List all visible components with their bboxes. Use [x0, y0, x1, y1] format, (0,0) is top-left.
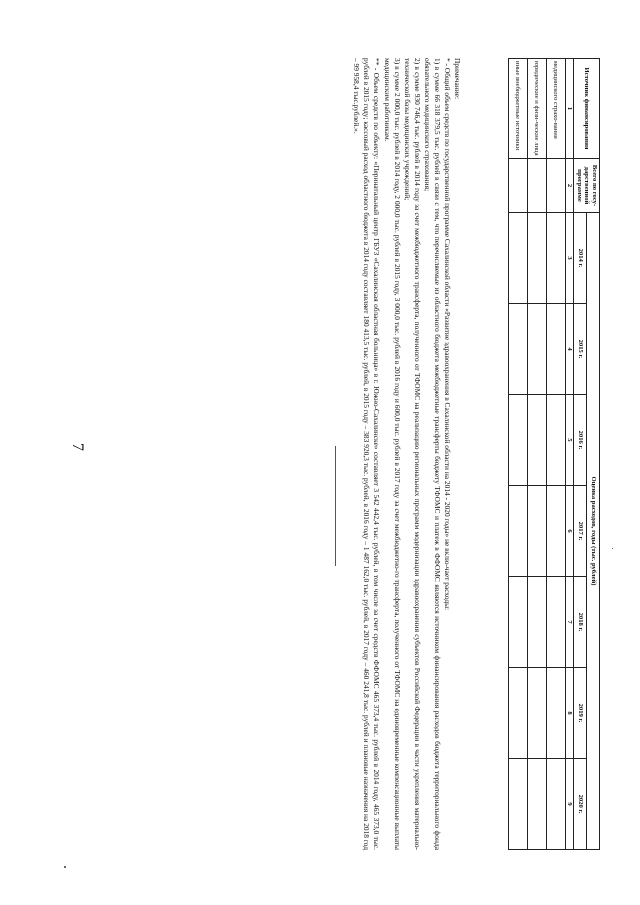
header-year: 2016 г.: [574, 395, 587, 486]
header-year: 2015 г.: [574, 304, 587, 395]
table-cell: [508, 759, 527, 850]
column-number: 2: [565, 159, 574, 213]
row-label: иные внебюджетные источники: [508, 59, 527, 159]
table-cell: [508, 213, 527, 304]
table-cell: [546, 213, 565, 304]
header-year: 2017 г.: [574, 486, 587, 577]
column-number: 5: [565, 395, 574, 486]
header-year: 2018 г.: [574, 577, 587, 668]
table-cell: [527, 577, 546, 668]
note-line: 1) в сумме 66 318 379,5 тыс. рублей в связи с тем, что перечисляемые из областного бюджета межбюджетные трансферты бюджету ТФОМС и платеж в ФФОМС являются источником финансирования расходов бюджета территориального фонда обязательного медицинского страхования;: [422, 58, 442, 850]
table-cell: [508, 577, 527, 668]
table-cell: [508, 395, 527, 486]
table-row: [508, 59, 527, 850]
scan-speck: [612, 548, 613, 549]
column-number: 7: [565, 577, 574, 668]
table-cell: [546, 304, 565, 395]
page-number: 7: [69, 443, 86, 451]
column-number: 4: [565, 304, 574, 395]
row-label: юридические и физи-ческие лица: [527, 59, 546, 159]
table-cell: [508, 159, 527, 213]
column-number: 3: [565, 213, 574, 304]
table-cell: [527, 759, 546, 850]
column-number: 8: [565, 668, 574, 759]
note-line: ** - Объем средств по объекту: «Перинатальный центр ГБУЗ «Сахалинская областная больница» в г. Южно-Сахалинске» составляет 3 542 442,4 тыс. рублей, в том числе за счет средств ФФОМС 465 373,4 тыс. рублей в 2014 году, 465 373,0 тыс. рублей в 2015 году; кассовый расход областного бюджета в 2014 году составляет 180 413,5 тыс. рублей, в 2015 году – 383 920,3 тыс. рублей, в 2016 году – 1 487 162,0 тыс. рублей, в 2017 году – 460 241,8 тыс. рублей и плановые назначения на 2018 год – 99 958,4 тыс.рублей.».: [352, 58, 382, 850]
financing-table: [508, 58, 600, 850]
header-year: 2020 г.: [574, 759, 587, 850]
table-cell: [527, 213, 546, 304]
header-source: Источник финансирования: [574, 59, 600, 159]
table-cell: [546, 759, 565, 850]
table-cell: [546, 395, 565, 486]
header-total: Всего по госу-дарственной программе: [574, 159, 600, 213]
table-cell: [546, 159, 565, 213]
column-number: 9: [565, 759, 574, 850]
table-cell: [527, 668, 546, 759]
column-number-row: [565, 59, 574, 850]
table-cell: [546, 486, 565, 577]
row-label: медицинского страхо-вания: [546, 59, 565, 159]
scan-speck: [64, 866, 66, 868]
table-row: [527, 59, 546, 850]
table-row: [546, 59, 565, 850]
header-year: 2014 г.: [574, 213, 587, 304]
table-cell: [527, 304, 546, 395]
table-cell: [508, 486, 527, 577]
header-estimate-group: Оценка расходов, годы (тыс. рублей): [587, 213, 600, 850]
column-number: 6: [565, 486, 574, 577]
note-line: * - Общий объем средств по государственной программе Сахалинской области «Развитие здравоохранения в Сахалинской области на 2014 - 2020 годы» не вклю-чает расходы:: [442, 58, 452, 611]
table-cell: [508, 668, 527, 759]
header-year: 2019 г.: [574, 668, 587, 759]
notes-block: [351, 58, 462, 850]
rotated-page-content: [140, 58, 600, 858]
note-line: 3) в сумме 2 000,0 тыс. рублей в 2014 году, 2 000,0 тыс. рублей в 2015 году, 3 000,0 тыс. рублей в 2016 году и 600,0 тыс. рублей в 2017 году за счет межбюджетно-го трансферта, полученного от ТФОМС на единовременные компенсационные выплаты медицинским работникам.: [382, 58, 402, 850]
note-line: 2) в сумме 930 746,4 тыс. рублей в 2014 году за счет межбюджетного трансферта, полученного от ТФОМС на реализацию региональных программ модернизации здравоохранения субъектов Российской Федерации в части укрепления материально-технической базы медицинских учреждений;: [402, 58, 422, 850]
table-cell: [546, 668, 565, 759]
table-cell: [527, 486, 546, 577]
table-cell: [527, 159, 546, 213]
table-cell: [508, 304, 527, 395]
table-cell: [527, 395, 546, 486]
column-number: 1: [565, 59, 574, 159]
table-cell: [546, 577, 565, 668]
notes-heading: Примечание:: [453, 58, 462, 100]
